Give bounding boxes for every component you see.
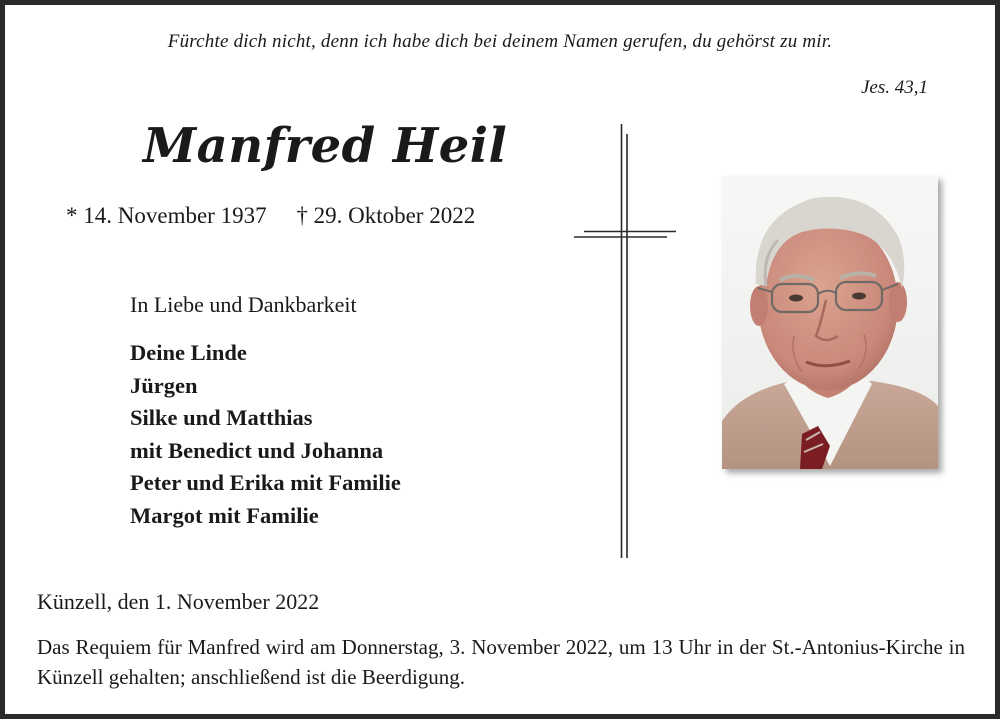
portrait-photo	[722, 176, 938, 469]
mourner-line: Margot mit Familie	[130, 502, 319, 528]
life-dates	[66, 203, 475, 229]
place-and-date: Künzell, den 1. November 2022	[37, 589, 320, 614]
mourner-line: Peter und Erika mit Familie	[130, 470, 401, 496]
verse-reference: Jes. 43,1	[860, 77, 928, 98]
death-date: † 29. Oktober 2022	[296, 203, 476, 228]
bible-verse: Fürchte dich nicht, denn ich habe dich bei deinem Namen gerufen, du gehörst zu mir.	[167, 31, 833, 52]
latin-cross-icon	[570, 120, 680, 565]
birth-date: * 14. November 1937	[66, 203, 267, 228]
mourner-line: Silke und Matthias	[130, 405, 313, 431]
mourners-intro: In Liebe und Dankbarkeit	[130, 292, 357, 317]
requiem-notice: Das Requiem für Manfred wird am Donnerstag, 3. November 2022, um 13 Uhr in der St.-Antonius-Kirche in Künzell gehalten; anschließend ist die Beerdigung.	[37, 635, 965, 689]
deceased-name: Manfred Heil	[143, 118, 508, 174]
mourner-line: Jürgen	[130, 372, 198, 398]
mourner-line: Deine Linde	[130, 340, 247, 365]
mourner-line: mit Benedict und Johanna	[130, 437, 384, 463]
mourners-list	[130, 337, 401, 533]
